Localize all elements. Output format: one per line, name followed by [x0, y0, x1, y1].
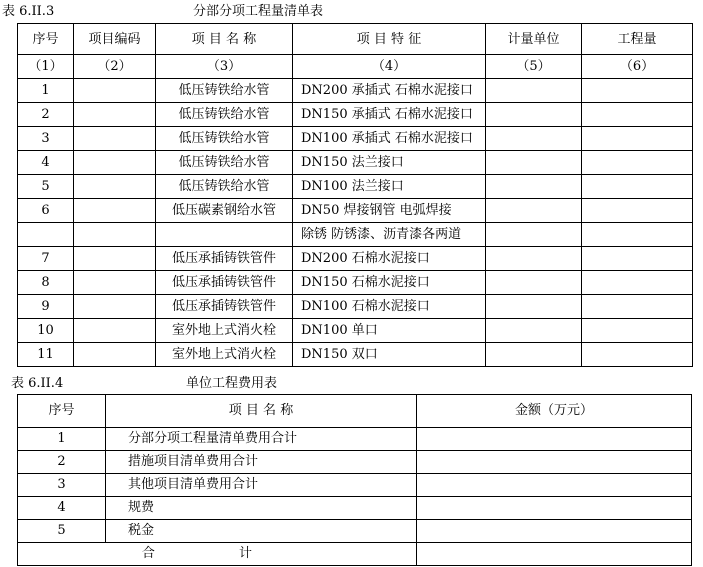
table-cell: 低压铸铁给水管 [156, 79, 293, 103]
table-row [18, 199, 693, 223]
table-cell [74, 103, 156, 127]
table-cell [582, 343, 693, 367]
table-cell: DN200 石棉水泥接口 [293, 247, 486, 271]
index-cell: （2） [74, 55, 156, 79]
table-cell [582, 79, 693, 103]
table-row [18, 223, 693, 247]
table-cell: DN50 焊接钢管 电弧焊接 [293, 199, 486, 223]
table-row [18, 175, 693, 199]
table2-label: 表 6.II.4 [11, 376, 64, 391]
table-cell: 4 [18, 151, 74, 175]
index-cell: （4） [293, 55, 486, 79]
table-cell: 低压碳素钢给水管 [156, 199, 293, 223]
table-cell [74, 295, 156, 319]
table-cell [486, 79, 582, 103]
table-cell [74, 319, 156, 343]
table-cell [74, 151, 156, 175]
table-cell: 3 [18, 127, 74, 151]
index-cell: （1） [18, 55, 74, 79]
table-cell [74, 175, 156, 199]
table-cell [486, 175, 582, 199]
table-cell [486, 271, 582, 295]
table-cell: 1 [18, 79, 74, 103]
table-cell: 10 [18, 319, 74, 343]
table-cell [486, 319, 582, 343]
table-cell: 分部分项工程量清单费用合计 [106, 428, 417, 451]
table-cell: 措施项目清单费用合计 [106, 451, 417, 474]
table-cell: 规费 [106, 497, 417, 520]
table-cell: DN150 石棉水泥接口 [293, 271, 486, 295]
table-cell: 3 [18, 474, 106, 497]
table-cell: 低压铸铁给水管 [156, 103, 293, 127]
table-cell: 8 [18, 271, 74, 295]
header-cell: 项 目 名 称 [156, 24, 293, 55]
table-cell: DN150 承插式 石棉水泥接口 [293, 103, 486, 127]
table-cell [74, 79, 156, 103]
table-row [18, 247, 693, 271]
table-cell: DN100 石棉水泥接口 [293, 295, 486, 319]
table-cell: DN150 法兰接口 [293, 151, 486, 175]
unit-cost-table [17, 394, 692, 566]
table-cell [582, 247, 693, 271]
table-cell: DN100 单口 [293, 319, 486, 343]
table-cell: 5 [18, 520, 106, 543]
table-cell [417, 451, 692, 474]
table-cell [582, 295, 693, 319]
table-cell [582, 319, 693, 343]
table-cell: 1 [18, 428, 106, 451]
table-row [18, 295, 693, 319]
table-cell: DN200 承插式 石棉水泥接口 [293, 79, 486, 103]
table-row [18, 451, 692, 474]
table-row [18, 103, 693, 127]
table-cell [74, 247, 156, 271]
table-cell [486, 127, 582, 151]
bill-table-body [18, 24, 693, 367]
table1-title: 分部分项工程量清单表 [193, 4, 324, 19]
table-row [18, 127, 693, 151]
table-cell [486, 223, 582, 247]
table-cell: 低压铸铁给水管 [156, 175, 293, 199]
table-cell [486, 103, 582, 127]
table-cell: 低压承插铸铁管件 [156, 271, 293, 295]
table-cell [582, 175, 693, 199]
table-row [18, 343, 693, 367]
table-cell: 4 [18, 497, 106, 520]
table-cell: 低压承插铸铁管件 [156, 247, 293, 271]
header-cell: 项 目 名 称 [106, 395, 417, 428]
table-cell: 5 [18, 175, 74, 199]
table-cell [74, 223, 156, 247]
table-cell [486, 295, 582, 319]
table-cell: 11 [18, 343, 74, 367]
table-cell: 低压铸铁给水管 [156, 127, 293, 151]
table-cell: 室外地上式消火栓 [156, 319, 293, 343]
header-cell: 项 目 特 征 [293, 24, 486, 55]
table-row [18, 271, 693, 295]
index-cell: （5） [486, 55, 582, 79]
table-cell [417, 497, 692, 520]
table-row [18, 79, 693, 103]
total-amount [417, 543, 692, 566]
table-cell: 低压承插铸铁管件 [156, 295, 293, 319]
index-cell: （3） [156, 55, 293, 79]
table-cell [582, 151, 693, 175]
table-row [18, 151, 693, 175]
table-cell [582, 271, 693, 295]
table-cell: 2 [18, 451, 106, 474]
table-cell [18, 223, 74, 247]
table-cell [417, 474, 692, 497]
header-row [18, 24, 693, 55]
header-cell: 项目编码 [74, 24, 156, 55]
total-label: 合 计 [18, 543, 417, 566]
table-cell [486, 199, 582, 223]
table-cell: 6 [18, 199, 74, 223]
table-cell [74, 343, 156, 367]
table-cell: 除锈 防锈漆、沥青漆各两道 [293, 223, 486, 247]
table-cell: 低压铸铁给水管 [156, 151, 293, 175]
table-cell [486, 343, 582, 367]
table-row [18, 520, 692, 543]
table-cell: 9 [18, 295, 74, 319]
table-cell: 税金 [106, 520, 417, 543]
table-cell [417, 520, 692, 543]
table-cell: 室外地上式消火栓 [156, 343, 293, 367]
table-row [18, 497, 692, 520]
table2-title: 单位工程费用表 [186, 376, 278, 391]
table-cell: DN150 双口 [293, 343, 486, 367]
table-cell [156, 223, 293, 247]
header-cell: 序号 [18, 24, 74, 55]
bill-of-quantities-table [17, 23, 693, 367]
table-row [18, 474, 692, 497]
table-cell: 2 [18, 103, 74, 127]
column-index-row [18, 55, 693, 79]
header-row [18, 395, 692, 428]
header-cell: 计量单位 [486, 24, 582, 55]
cost-table-body [18, 395, 692, 566]
table-cell [582, 223, 693, 247]
table-cell [74, 199, 156, 223]
index-cell: （6） [582, 55, 693, 79]
table-cell: 7 [18, 247, 74, 271]
header-cell: 金额（万元） [417, 395, 692, 428]
table-cell: DN100 法兰接口 [293, 175, 486, 199]
table-cell [74, 127, 156, 151]
table-cell [486, 151, 582, 175]
table-cell [582, 103, 693, 127]
table-cell [486, 247, 582, 271]
table1-label: 表 6.II.3 [2, 4, 55, 19]
table-cell: 其他项目清单费用合计 [106, 474, 417, 497]
table-cell: DN100 承插式 石棉水泥接口 [293, 127, 486, 151]
table-row [18, 428, 692, 451]
table-row [18, 319, 693, 343]
header-cell: 序号 [18, 395, 106, 428]
header-cell: 工程量 [582, 24, 693, 55]
table-cell [582, 199, 693, 223]
table-cell [74, 271, 156, 295]
total-row [18, 543, 692, 566]
table-cell [417, 428, 692, 451]
table-cell [582, 127, 693, 151]
